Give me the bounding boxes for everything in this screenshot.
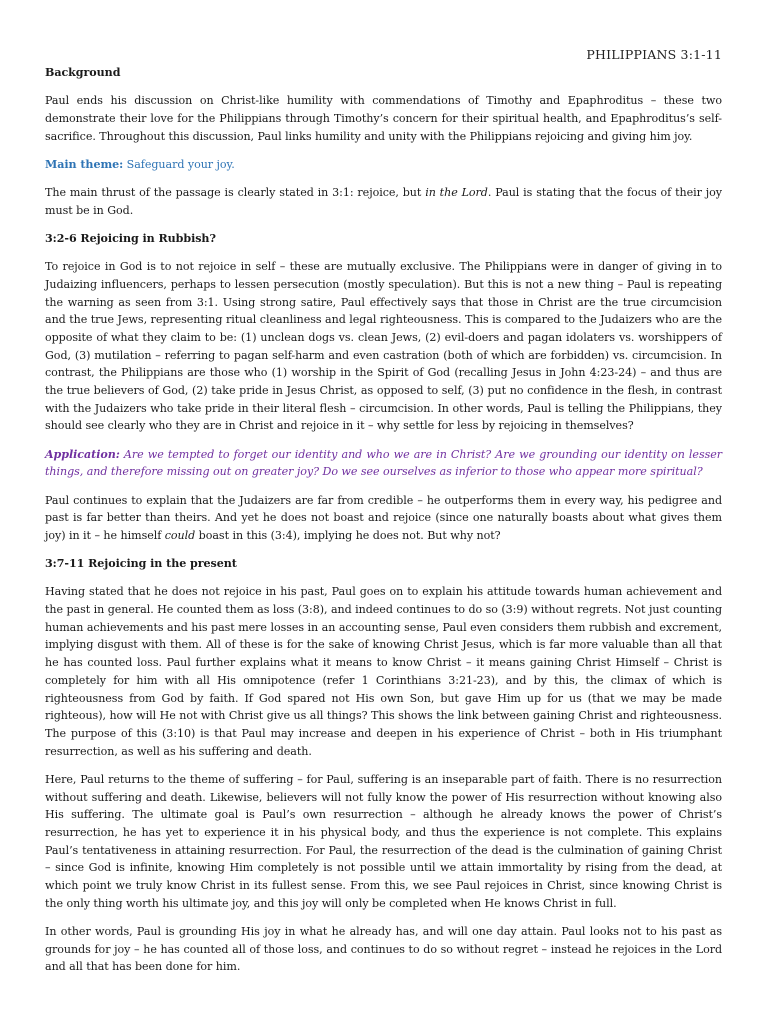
section1-p2-emphasis: could	[164, 528, 196, 542]
application-note	[45, 446, 722, 481]
document-body	[45, 64, 722, 987]
thrust-paragraph	[45, 184, 722, 219]
background-heading: Background	[45, 66, 121, 79]
section1-paragraph-1: To rejoice in God is to not rejoice in self – these are mutually exclusive. The Philippians were in danger of giving in to Judaizing influencers, perhaps to lessen persecution (mostly speculation). But this is not a new thing – Paul is repeating the warning as seen from 3:1. Using strong satire, Paul effectively says that those in Christ are the true circumcision and the true Jews, representing ritual cleanliness and legal righteousness. This is compared to the Judaizers who are the opposite of what they claim to be: (1) unclean dogs vs. clean Jews, (2) evil-doers and pagan idolaters vs. worshippers of God, (3) mutilation – referring to pagan self-harm and even castration (both of which are forbidden) vs. circumcision. In contrast, the Philippians are those who (1) worship in the Spirit of God (recalling Jesus in John 4:23-24) – and thus are the true believers of God, (2) take pride in Jesus Christ, as opposed to self, (3) put no confidence in the flesh, in contrast with the Judaizers who take pride in their literal flesh – circumcision. In other words, Paul is telling the Philippians, they should see clearly who they are in Christ and rejoice in it – why settle for less by rejoicing in themselves?	[45, 260, 722, 433]
section2-heading: 3:7-11 Rejoicing in the present	[45, 557, 237, 571]
passage-reference: PHILIPPIANS 3:1-11	[586, 47, 722, 62]
section2-paragraph-1: Having stated that he does not rejoice in his past, Paul goes on to explain his attitude towards human achievement and the past in general. He counted them as loss (3:8), and indeed continues to do so (3:9) without regrets. Not just counting human achievements and his past mere losses in an accounting sense, Paul even considers them rubbish and excrement, implying disgust with them. All of these is for the sake of knowing Christ Jesus, which is far more valuable than all that he has counted loss. Paul further explains what it means to know Christ – it means gaining Christ Himself – Christ is completely for him with all His omnipotence (refer 1 Corinthians 3:21-23), and by this, the climax of which is righteousness from God by faith. If God spared not His own Son, but gave Him up for us (that we may be made righteous), how will He not with Christ give us all things? This shows the link between gaining Christ and righteousness. The purpose of this (3:10) is that Paul may increase and deepen in his experience of Christ – both in His triumphant resurrection, as well as his suffering and death.	[45, 585, 722, 758]
section1-p2-after: boast in this (3:4), implying he does not. But why not?	[195, 528, 501, 542]
section2-paragraph-2: Here, Paul returns to the theme of suffering – for Paul, suffering is an inseparable part of faith. There is no resurrection without suffering and death. Likewise, believers will not fully know the power of His resurrection without knowing also His suffering. The ultimate goal is Paul’s own resurrection – although he already knows the power of Christ’s resurrection, he has yet to experience it in his physical body, and thus the experience is not complete. This explains Paul’s tentativeness in attaining resurrection. For Paul, the resurrection of the dead is the culmination of gaining Christ – since God is infinite, knowing Him completely is not possible until we attain immortality by rising from the dead, at which point we truly know Christ in its fullest sense. From this, we see Paul rejoices in Christ, since knowing Christ is the only thing worth his ultimate joy, and this joy will only be completed when He knows Christ in full.	[45, 772, 722, 910]
main-theme	[45, 156, 722, 174]
background-paragraph: Paul ends his discussion on Christ-like humility with commendations of Timothy and Epaphroditus – these two demonstrate their love for the Philippians through Timothy’s concern for their spiritual health, and Epaphroditus’s self-sacrifice. Throughout this discussion, Paul links humility and unity with the Philippians rejoicing and giving him joy.	[45, 94, 722, 143]
application-label: Application:	[45, 447, 120, 461]
section1-p2-before: Paul continues to explain that the Judaizers are far from credible – he outperforms them in every way, his pedigree and past is far better than theirs. And yet he does not boast and rejoice (since one naturally boasts about what gives them joy) in it – he himself	[45, 493, 722, 542]
main-theme-label: Main theme:	[45, 157, 124, 171]
section1-paragraph-2	[45, 492, 722, 545]
thrust-text-before: The main thrust of the passage is clearly stated in 3:1: rejoice, but	[45, 186, 426, 200]
main-theme-text: Safeguard your joy.	[123, 157, 235, 171]
section1-heading: 3:2-6 Rejoicing in Rubbish?	[45, 231, 216, 245]
thrust-text-after: . Paul is stating that the focus of their joy must be in God.	[45, 186, 722, 217]
application-text: Are we tempted to forget our identity and who we are in Christ? Are we grounding our identity on lesser things, and therefore missing out on greater joy? Do we see ourselves as inferior to those who appear more spiritual?	[45, 447, 722, 479]
thrust-emphasis: in the Lord	[425, 186, 488, 200]
section2-paragraph-3: In other words, Paul is grounding His joy in what he already has, and will one day attain. Paul looks not to his past as grounds for joy – he has counted all of those loss, and continues to do so without regret – instead he rejoices in the Lord and all that has been done for him.	[45, 925, 722, 974]
